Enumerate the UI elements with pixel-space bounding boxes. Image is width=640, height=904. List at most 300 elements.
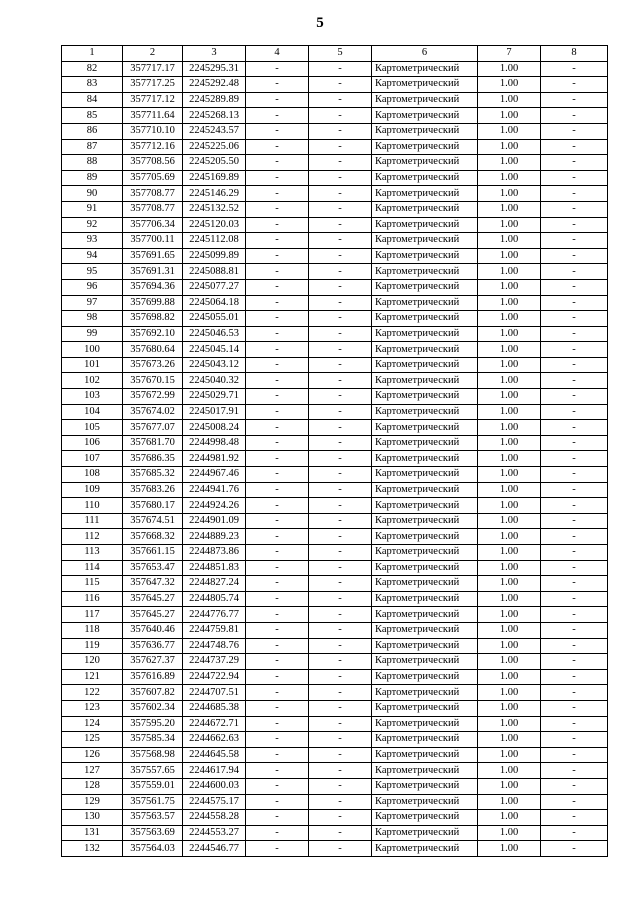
table-cell: - (541, 529, 608, 545)
table-cell: - (541, 545, 608, 561)
table-cell: 357708.56 (123, 155, 183, 171)
table-row (62, 825, 608, 841)
table-cell: 101 (62, 357, 123, 373)
table-cell: 357568.98 (123, 747, 183, 763)
table-cell: 2244924.26 (183, 498, 246, 514)
table-cell: Картометрический (372, 700, 478, 716)
table-cell: 107 (62, 451, 123, 467)
table-cell: - (309, 233, 372, 249)
table-row (62, 155, 608, 171)
table-cell: - (541, 233, 608, 249)
table-cell: Картометрический (372, 654, 478, 670)
table-cell: 1.00 (478, 498, 541, 514)
table-row (62, 139, 608, 155)
table-cell: - (309, 61, 372, 77)
table-cell: - (309, 607, 372, 623)
table-cell: 2244981.92 (183, 451, 246, 467)
table-row (62, 778, 608, 794)
table-cell: - (246, 482, 309, 498)
table-cell: 357686.35 (123, 451, 183, 467)
table-cell: 357645.27 (123, 607, 183, 623)
table-row (62, 311, 608, 327)
table-cell: - (541, 622, 608, 638)
table-cell: - (541, 342, 608, 358)
table-cell: - (541, 279, 608, 295)
table-cell: - (246, 498, 309, 514)
table-cell: 108 (62, 467, 123, 483)
table-cell: 86 (62, 123, 123, 139)
table-cell: 1.00 (478, 342, 541, 358)
table-cell: 1.00 (478, 841, 541, 857)
table-cell: - (541, 404, 608, 420)
table-cell: 2244889.23 (183, 529, 246, 545)
table-cell: - (246, 357, 309, 373)
table-cell: 115 (62, 576, 123, 592)
table-cell: - (246, 342, 309, 358)
table-cell: 1.00 (478, 264, 541, 280)
table-row (62, 794, 608, 810)
table-cell: 357559.01 (123, 778, 183, 794)
coordinates-table (61, 45, 608, 857)
table-cell: 2245088.81 (183, 264, 246, 280)
table-cell: 357616.89 (123, 669, 183, 685)
table-cell: - (246, 841, 309, 857)
table-cell: - (541, 357, 608, 373)
table-cell: Картометрический (372, 622, 478, 638)
table-cell: 2245077.27 (183, 279, 246, 295)
table-cell: 357705.69 (123, 170, 183, 186)
table-row (62, 591, 608, 607)
table-cell: - (541, 576, 608, 592)
table-cell: - (309, 342, 372, 358)
table-row (62, 607, 608, 623)
table-cell: - (246, 591, 309, 607)
table-cell: 91 (62, 201, 123, 217)
table-cell: 2244759.81 (183, 622, 246, 638)
table-row (62, 248, 608, 264)
table-cell: 2245112.08 (183, 233, 246, 249)
table-cell: - (246, 373, 309, 389)
header-cell: 8 (541, 46, 608, 62)
table-cell: 1.00 (478, 61, 541, 77)
table-cell: 118 (62, 622, 123, 638)
table-cell: - (309, 732, 372, 748)
table-cell: 1.00 (478, 295, 541, 311)
table-cell: 1.00 (478, 778, 541, 794)
table-cell: 357691.65 (123, 248, 183, 264)
table-cell: - (246, 108, 309, 124)
table-cell: - (246, 700, 309, 716)
table-cell: Картометрический (372, 264, 478, 280)
table-row (62, 576, 608, 592)
table-cell: - (309, 763, 372, 779)
table-row (62, 92, 608, 108)
table-cell: 122 (62, 685, 123, 701)
table-cell: 357561.75 (123, 794, 183, 810)
header-cell: 2 (123, 46, 183, 62)
table-cell: 121 (62, 669, 123, 685)
table-cell: - (541, 123, 608, 139)
table-row (62, 404, 608, 420)
table-cell: - (246, 248, 309, 264)
table-cell: - (309, 295, 372, 311)
table-cell: 357653.47 (123, 560, 183, 576)
table-cell: - (541, 77, 608, 93)
table-cell: 1.00 (478, 669, 541, 685)
table-row (62, 700, 608, 716)
table-row (62, 389, 608, 405)
table-cell: 1.00 (478, 404, 541, 420)
table-cell: 88 (62, 155, 123, 171)
table-row (62, 326, 608, 342)
table-cell: Картометрический (372, 810, 478, 826)
table-cell: - (309, 264, 372, 280)
table-cell: 130 (62, 810, 123, 826)
table-cell: - (541, 217, 608, 233)
table-cell: - (309, 654, 372, 670)
table-cell: 1.00 (478, 108, 541, 124)
table-cell: 357683.26 (123, 482, 183, 498)
table-row (62, 186, 608, 202)
table-cell: 2244851.83 (183, 560, 246, 576)
table-cell: - (309, 591, 372, 607)
table-cell: - (541, 763, 608, 779)
table-cell: Картометрический (372, 139, 478, 155)
table-cell: 357557.65 (123, 763, 183, 779)
header-cell: 4 (246, 46, 309, 62)
table-cell: 2245008.24 (183, 420, 246, 436)
table-cell: 2245295.31 (183, 61, 246, 77)
table-cell: 2244873.86 (183, 545, 246, 561)
table-cell: - (309, 467, 372, 483)
table-cell: 1.00 (478, 77, 541, 93)
table-cell: 357700.11 (123, 233, 183, 249)
table-cell: - (309, 482, 372, 498)
table-row (62, 77, 608, 93)
table-cell: 1.00 (478, 279, 541, 295)
table-cell: 357710.10 (123, 123, 183, 139)
table-cell: - (246, 685, 309, 701)
table-cell: 2245046.53 (183, 326, 246, 342)
table-cell: - (541, 778, 608, 794)
table-cell: - (309, 311, 372, 327)
table-cell: - (541, 248, 608, 264)
table-row (62, 61, 608, 77)
table-cell: Картометрический (372, 747, 478, 763)
header-cell: 7 (478, 46, 541, 62)
table-row (62, 435, 608, 451)
header-cell: 6 (372, 46, 478, 62)
table-cell: Картометрический (372, 763, 478, 779)
table-cell: 1.00 (478, 716, 541, 732)
table-cell: 357717.25 (123, 77, 183, 93)
table-cell: - (309, 92, 372, 108)
table-row (62, 295, 608, 311)
table-cell: - (541, 841, 608, 857)
table-cell: 357712.16 (123, 139, 183, 155)
table-cell: 119 (62, 638, 123, 654)
table-cell: 2244805.74 (183, 591, 246, 607)
table-cell: 2244645.58 (183, 747, 246, 763)
table-cell: - (309, 420, 372, 436)
table-cell: - (541, 654, 608, 670)
table-cell: 357645.27 (123, 591, 183, 607)
table-cell: 2245099.89 (183, 248, 246, 264)
table-cell: Картометрический (372, 217, 478, 233)
table-row (62, 279, 608, 295)
table-cell: 357640.46 (123, 622, 183, 638)
table-cell: - (309, 529, 372, 545)
table-cell: - (246, 560, 309, 576)
table-cell: 2245289.89 (183, 92, 246, 108)
table-cell: - (541, 638, 608, 654)
table-cell: 1.00 (478, 685, 541, 701)
table-cell: - (246, 622, 309, 638)
table-cell: - (541, 92, 608, 108)
table-cell: - (309, 669, 372, 685)
table-cell: 1.00 (478, 638, 541, 654)
table-cell: Картометрический (372, 841, 478, 857)
table-cell: 2244737.29 (183, 654, 246, 670)
table-cell: 2245017.91 (183, 404, 246, 420)
table-cell: 2244748.76 (183, 638, 246, 654)
table-cell: 357670.15 (123, 373, 183, 389)
table-cell: - (246, 311, 309, 327)
table-cell: - (246, 732, 309, 748)
table-cell: 1.00 (478, 201, 541, 217)
table-cell: - (309, 404, 372, 420)
table-cell: - (541, 747, 608, 763)
table-cell: 1.00 (478, 420, 541, 436)
table-cell: - (246, 264, 309, 280)
table-cell: Картометрический (372, 373, 478, 389)
table-cell: Картометрический (372, 732, 478, 748)
table-row (62, 747, 608, 763)
table-cell: - (246, 61, 309, 77)
table-cell: - (541, 435, 608, 451)
table-cell: 2245029.71 (183, 389, 246, 405)
table-cell: 2244553.27 (183, 825, 246, 841)
table-cell: 117 (62, 607, 123, 623)
table-cell: - (541, 155, 608, 171)
table-cell: 357595.20 (123, 716, 183, 732)
table-cell: 100 (62, 342, 123, 358)
table-cell: 85 (62, 108, 123, 124)
table-cell: Картометрический (372, 77, 478, 93)
table-cell: 2245045.14 (183, 342, 246, 358)
table-cell: 111 (62, 513, 123, 529)
table-cell: - (246, 123, 309, 139)
table-cell: 2245055.01 (183, 311, 246, 327)
table-cell: 2245205.50 (183, 155, 246, 171)
table-cell: - (309, 155, 372, 171)
table-cell: 113 (62, 545, 123, 561)
table-cell: - (541, 685, 608, 701)
table-cell: 2245064.18 (183, 295, 246, 311)
table-cell: 357694.36 (123, 279, 183, 295)
table-cell: - (309, 747, 372, 763)
table-cell: 357607.82 (123, 685, 183, 701)
table-cell: 1.00 (478, 576, 541, 592)
table-cell: Картометрический (372, 685, 478, 701)
table-cell: 114 (62, 560, 123, 576)
table-cell: - (309, 186, 372, 202)
table-cell: 2244998.48 (183, 435, 246, 451)
table-cell: - (246, 435, 309, 451)
table-row (62, 763, 608, 779)
table-row (62, 482, 608, 498)
table-cell: - (246, 638, 309, 654)
table-cell: Картометрический (372, 482, 478, 498)
table-cell: 83 (62, 77, 123, 93)
table-cell: 357717.12 (123, 92, 183, 108)
table-cell: Картометрический (372, 560, 478, 576)
table-cell: 1.00 (478, 311, 541, 327)
table-cell: - (541, 794, 608, 810)
table-row (62, 467, 608, 483)
header-cell: 3 (183, 46, 246, 62)
table-cell: 1.00 (478, 560, 541, 576)
table-cell: 2244672.71 (183, 716, 246, 732)
table-cell: 1.00 (478, 170, 541, 186)
table-cell: Картометрический (372, 467, 478, 483)
table-cell: - (309, 373, 372, 389)
table-cell: 2244600.03 (183, 778, 246, 794)
table-cell: 1.00 (478, 513, 541, 529)
table-cell: 357717.17 (123, 61, 183, 77)
table-cell: 2245292.48 (183, 77, 246, 93)
table-cell: - (246, 778, 309, 794)
table-cell: Картометрический (372, 435, 478, 451)
table-cell: 1.00 (478, 700, 541, 716)
table-cell: Картометрический (372, 389, 478, 405)
table-row (62, 123, 608, 139)
table-row (62, 654, 608, 670)
table-cell: - (541, 389, 608, 405)
table-cell: Картометрический (372, 716, 478, 732)
table-cell: Картометрический (372, 248, 478, 264)
table-cell: 1.00 (478, 654, 541, 670)
table-cell: - (541, 139, 608, 155)
table-cell: - (541, 186, 608, 202)
table-cell: 357668.32 (123, 529, 183, 545)
table-cell: - (309, 123, 372, 139)
table-cell: - (309, 622, 372, 638)
table-cell: 1.00 (478, 732, 541, 748)
table-cell: - (541, 669, 608, 685)
table-cell: 1.00 (478, 591, 541, 607)
table-cell: - (309, 435, 372, 451)
table-cell: 1.00 (478, 763, 541, 779)
table-row (62, 170, 608, 186)
table-cell: - (246, 139, 309, 155)
table-cell: 2245120.03 (183, 217, 246, 233)
table-cell: 104 (62, 404, 123, 420)
table-row (62, 233, 608, 249)
table-cell: 357680.17 (123, 498, 183, 514)
table-cell: - (541, 700, 608, 716)
table-cell: - (309, 326, 372, 342)
table-cell: Картометрический (372, 61, 478, 77)
table-cell: 1.00 (478, 810, 541, 826)
table-cell: - (309, 794, 372, 810)
table-cell: 2244546.77 (183, 841, 246, 857)
table-cell: 97 (62, 295, 123, 311)
table-row (62, 716, 608, 732)
table-cell: - (541, 810, 608, 826)
table-cell: 357661.15 (123, 545, 183, 561)
table-cell: - (541, 482, 608, 498)
table-cell: - (309, 77, 372, 93)
table-cell: - (541, 716, 608, 732)
table-cell: - (541, 311, 608, 327)
table-cell: Картометрический (372, 295, 478, 311)
table-row (62, 669, 608, 685)
table-cell: - (246, 607, 309, 623)
table-cell: - (309, 513, 372, 529)
table-cell: 2245268.13 (183, 108, 246, 124)
table-cell: - (541, 326, 608, 342)
table-cell: - (309, 217, 372, 233)
table-cell: 1.00 (478, 248, 541, 264)
table-cell: 112 (62, 529, 123, 545)
table-row (62, 638, 608, 654)
table-cell: - (246, 654, 309, 670)
table-cell: - (246, 794, 309, 810)
table-cell: 357673.26 (123, 357, 183, 373)
table-cell: - (309, 560, 372, 576)
table-cell: 2245146.29 (183, 186, 246, 202)
table-cell: - (309, 108, 372, 124)
table-cell: Картометрический (372, 669, 478, 685)
table-cell: 1.00 (478, 357, 541, 373)
table-cell: Картометрический (372, 576, 478, 592)
table-cell: - (246, 77, 309, 93)
table-cell: Картометрический (372, 170, 478, 186)
table-cell: - (541, 591, 608, 607)
table-cell: Картометрический (372, 794, 478, 810)
table-cell: - (246, 747, 309, 763)
table-cell: 2244575.17 (183, 794, 246, 810)
table-cell: 1.00 (478, 233, 541, 249)
table-row (62, 217, 608, 233)
table-cell: - (541, 451, 608, 467)
table-cell: - (541, 201, 608, 217)
table-cell: 357672.99 (123, 389, 183, 405)
table-cell: 89 (62, 170, 123, 186)
table-cell: 357698.82 (123, 311, 183, 327)
table-cell: Картометрический (372, 607, 478, 623)
table-cell: 1.00 (478, 607, 541, 623)
table-cell: Картометрический (372, 545, 478, 561)
table-cell: 2244662.63 (183, 732, 246, 748)
table-cell: 99 (62, 326, 123, 342)
table-cell: 129 (62, 794, 123, 810)
table-row (62, 545, 608, 561)
table-row (62, 685, 608, 701)
table-cell: 357699.88 (123, 295, 183, 311)
table-cell: - (541, 498, 608, 514)
table-cell: - (246, 326, 309, 342)
table-cell: Картометрический (372, 420, 478, 436)
table-cell: 125 (62, 732, 123, 748)
table-header-row (62, 46, 608, 62)
table-cell: 1.00 (478, 529, 541, 545)
table-cell: 1.00 (478, 467, 541, 483)
table-cell: 357563.69 (123, 825, 183, 841)
table-cell: 1.00 (478, 451, 541, 467)
table-cell: 2244827.24 (183, 576, 246, 592)
